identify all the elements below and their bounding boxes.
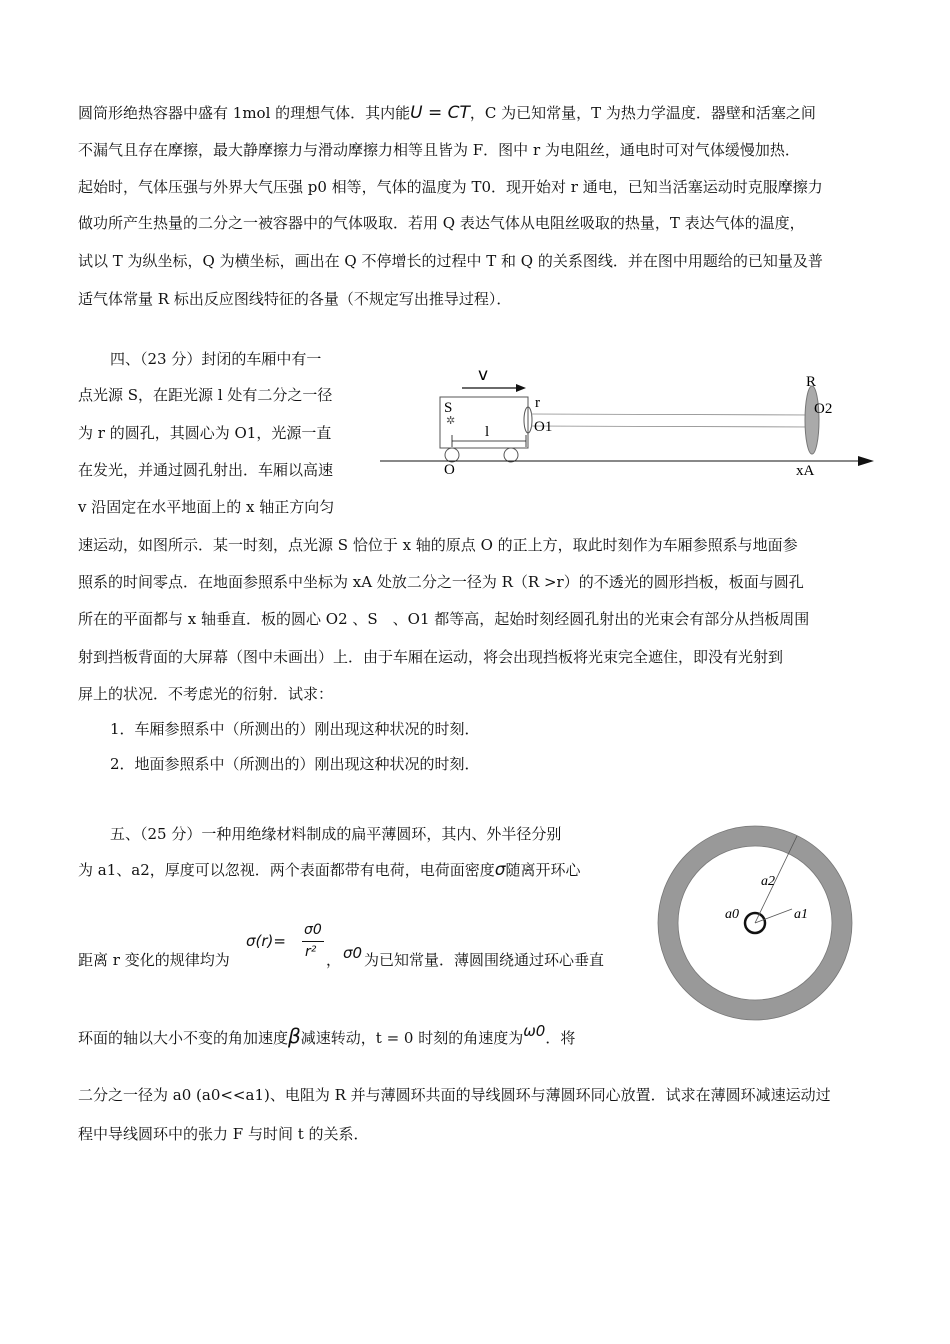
p5-text-2b: 随离开环心 <box>505 861 581 879</box>
label-r: r <box>535 395 540 411</box>
p5-comma: ， <box>326 951 342 969</box>
p5-text-4c: ．将 <box>545 1029 576 1047</box>
p3-line-4: 做功所产生热量的二分之一被容器中的气体吸取．若用 Q 表达气体从电阻丝吸取的热量，T 表达气体的温度， <box>78 214 805 232</box>
p5-text-2a: 为 a1、a2，厚度可以忽视．两个表面都带有电荷，电荷面密度 <box>78 861 495 879</box>
p4-left-2: 点光源 S，在距光源 l 处有二分之一径 <box>78 386 333 404</box>
sigma0-symbol: σ0 <box>343 944 363 962</box>
omega0-symbol: ω0 <box>523 1022 546 1040</box>
sigma-r-lhs: σ(r)= <box>246 932 286 950</box>
p5-line-5: 二分之一径为 a0 (a0<<a1)、电阻为 R 并与薄圆环共面的导线圆环与薄圆环同心放置．试求在薄圆环减速运动过 <box>78 1086 831 1104</box>
p4-full-2: 照系的时间零点．在地面参照系中坐标为 xA 处放二分之一径为 R（R >r）的不透光的圆形挡板，板面与圆孔 <box>78 573 804 591</box>
wheel-right <box>504 448 518 462</box>
label-S: S <box>444 400 453 416</box>
p4-left-4: 在发光，并通过圆孔射出．车厢以高速 <box>78 461 334 479</box>
p4-full-3: 所在的平面都与 x 轴垂直．板的圆心 O2 、S 、O1 都等高，起始时刻经圆孔射出的光束会有部分从挡板周围 <box>78 610 810 628</box>
p4-left-3: 为 r 的圆孔，其圆心为 O1，光源一直 <box>78 424 332 442</box>
label-v: v <box>478 365 489 385</box>
label-R: R <box>806 374 817 390</box>
fraction-bar <box>302 941 324 942</box>
p4-full-5: 屏上的状况．不考虑光的衍射．试求： <box>78 685 334 703</box>
p5-line-1: 五、（25 分）一种用绝缘材料制成的扁平薄圆环，其内、外半径分别 <box>110 825 562 843</box>
p4-question-2: 2．地面参照系中（所测出的）刚出现这种状况的时刻． <box>110 755 480 773</box>
sigma-symbol: σ <box>494 860 506 880</box>
p3-line-6: 适气体常量 R 标出反应图线特征的各量（不规定写出推导过程）． <box>78 290 512 308</box>
p5-line-6: 程中导线圆环中的张力 F 与时间 t 的关系． <box>78 1125 369 1143</box>
p3-text-1a: 圆筒形绝热容器中盛有 1mol 的理想气体．其内能 <box>78 104 411 122</box>
internal-energy-formula: U = CT <box>410 103 470 123</box>
p5-text-3a: 距离 r 变化的规律均为 <box>78 951 230 969</box>
p4-full-4: 射到挡板背面的大屏幕（图中未画出）上．由于车厢在运动，将会出现挡板将光束完全遮住，即没有光射到 <box>78 648 784 666</box>
x-axis-arrowhead <box>858 456 874 466</box>
fraction-numerator: σ0 <box>304 922 322 938</box>
label-a2: a2 <box>761 874 775 889</box>
p4-question-1: 1．车厢参照系中（所测出的）刚出现这种状况的时刻． <box>110 720 480 738</box>
p3-line-2: 不漏气且存在摩擦，最大静摩擦力与滑动摩擦力相等且皆为 F．图中 r 为电阻丝，通电时可对气体缓慢加热． <box>78 141 800 159</box>
opaque-disk <box>805 386 819 454</box>
ring-figure <box>655 823 855 1023</box>
wheel-left <box>445 448 459 462</box>
light-source-icon: ✲ <box>446 414 456 427</box>
p3-line-3: 起始时，气体压强与外界大气压强 p0 相等，气体的温度为 T0．现开始对 r 通电，已知当活塞运动时克服摩擦力 <box>78 178 823 196</box>
p5-line-3 <box>78 950 230 970</box>
train-light-figure <box>380 365 880 480</box>
p4-full-1: 速运动，如图所示．某一时刻，点光源 S 恰位于 x 轴的原点 O 的正上方，取此时刻作为车厢参照系与地面参 <box>78 536 798 554</box>
label-a0: a0 <box>725 907 739 922</box>
label-O1: O1 <box>534 419 553 435</box>
beta-symbol: β <box>288 1024 301 1048</box>
label-O: O <box>444 462 455 478</box>
label-O2: O2 <box>814 401 833 417</box>
light-beam-top <box>531 414 812 415</box>
p3-line-5: 试以 T 为纵坐标，Q 为横坐标，画出在 Q 不停增长的过程中 T 和 Q 的关系图线．并在图中用题给的已知量及普 <box>78 252 823 270</box>
p5-line-2 <box>78 860 581 880</box>
p3-line-1 <box>78 103 816 123</box>
label-xA: xA <box>796 463 815 479</box>
velocity-arrowhead <box>516 384 526 392</box>
light-beam-bottom <box>531 426 812 427</box>
p5-text-4a: 环面的轴以大小不变的角加速度 <box>78 1029 289 1047</box>
p5-line-4 <box>78 1022 576 1048</box>
p5-text-4b: 减速转动，t = 0 时刻的角速度为 <box>300 1029 524 1047</box>
fraction-denominator: r² <box>305 944 317 960</box>
p5-text-3c: 为已知常量．薄圆围绕通过环心垂直 <box>364 951 605 969</box>
p4-left-5: v 沿固定在水平地面上的 x 轴正方向匀 <box>78 498 335 516</box>
p3-text-1b: ，C 为已知常量，T 为热力学温度．器壁和活塞之间 <box>469 104 816 122</box>
p4-left-1: 四、（23 分）封闭的车厢中有一 <box>110 350 322 368</box>
label-l: l <box>485 424 490 440</box>
label-a1: a1 <box>794 907 808 922</box>
